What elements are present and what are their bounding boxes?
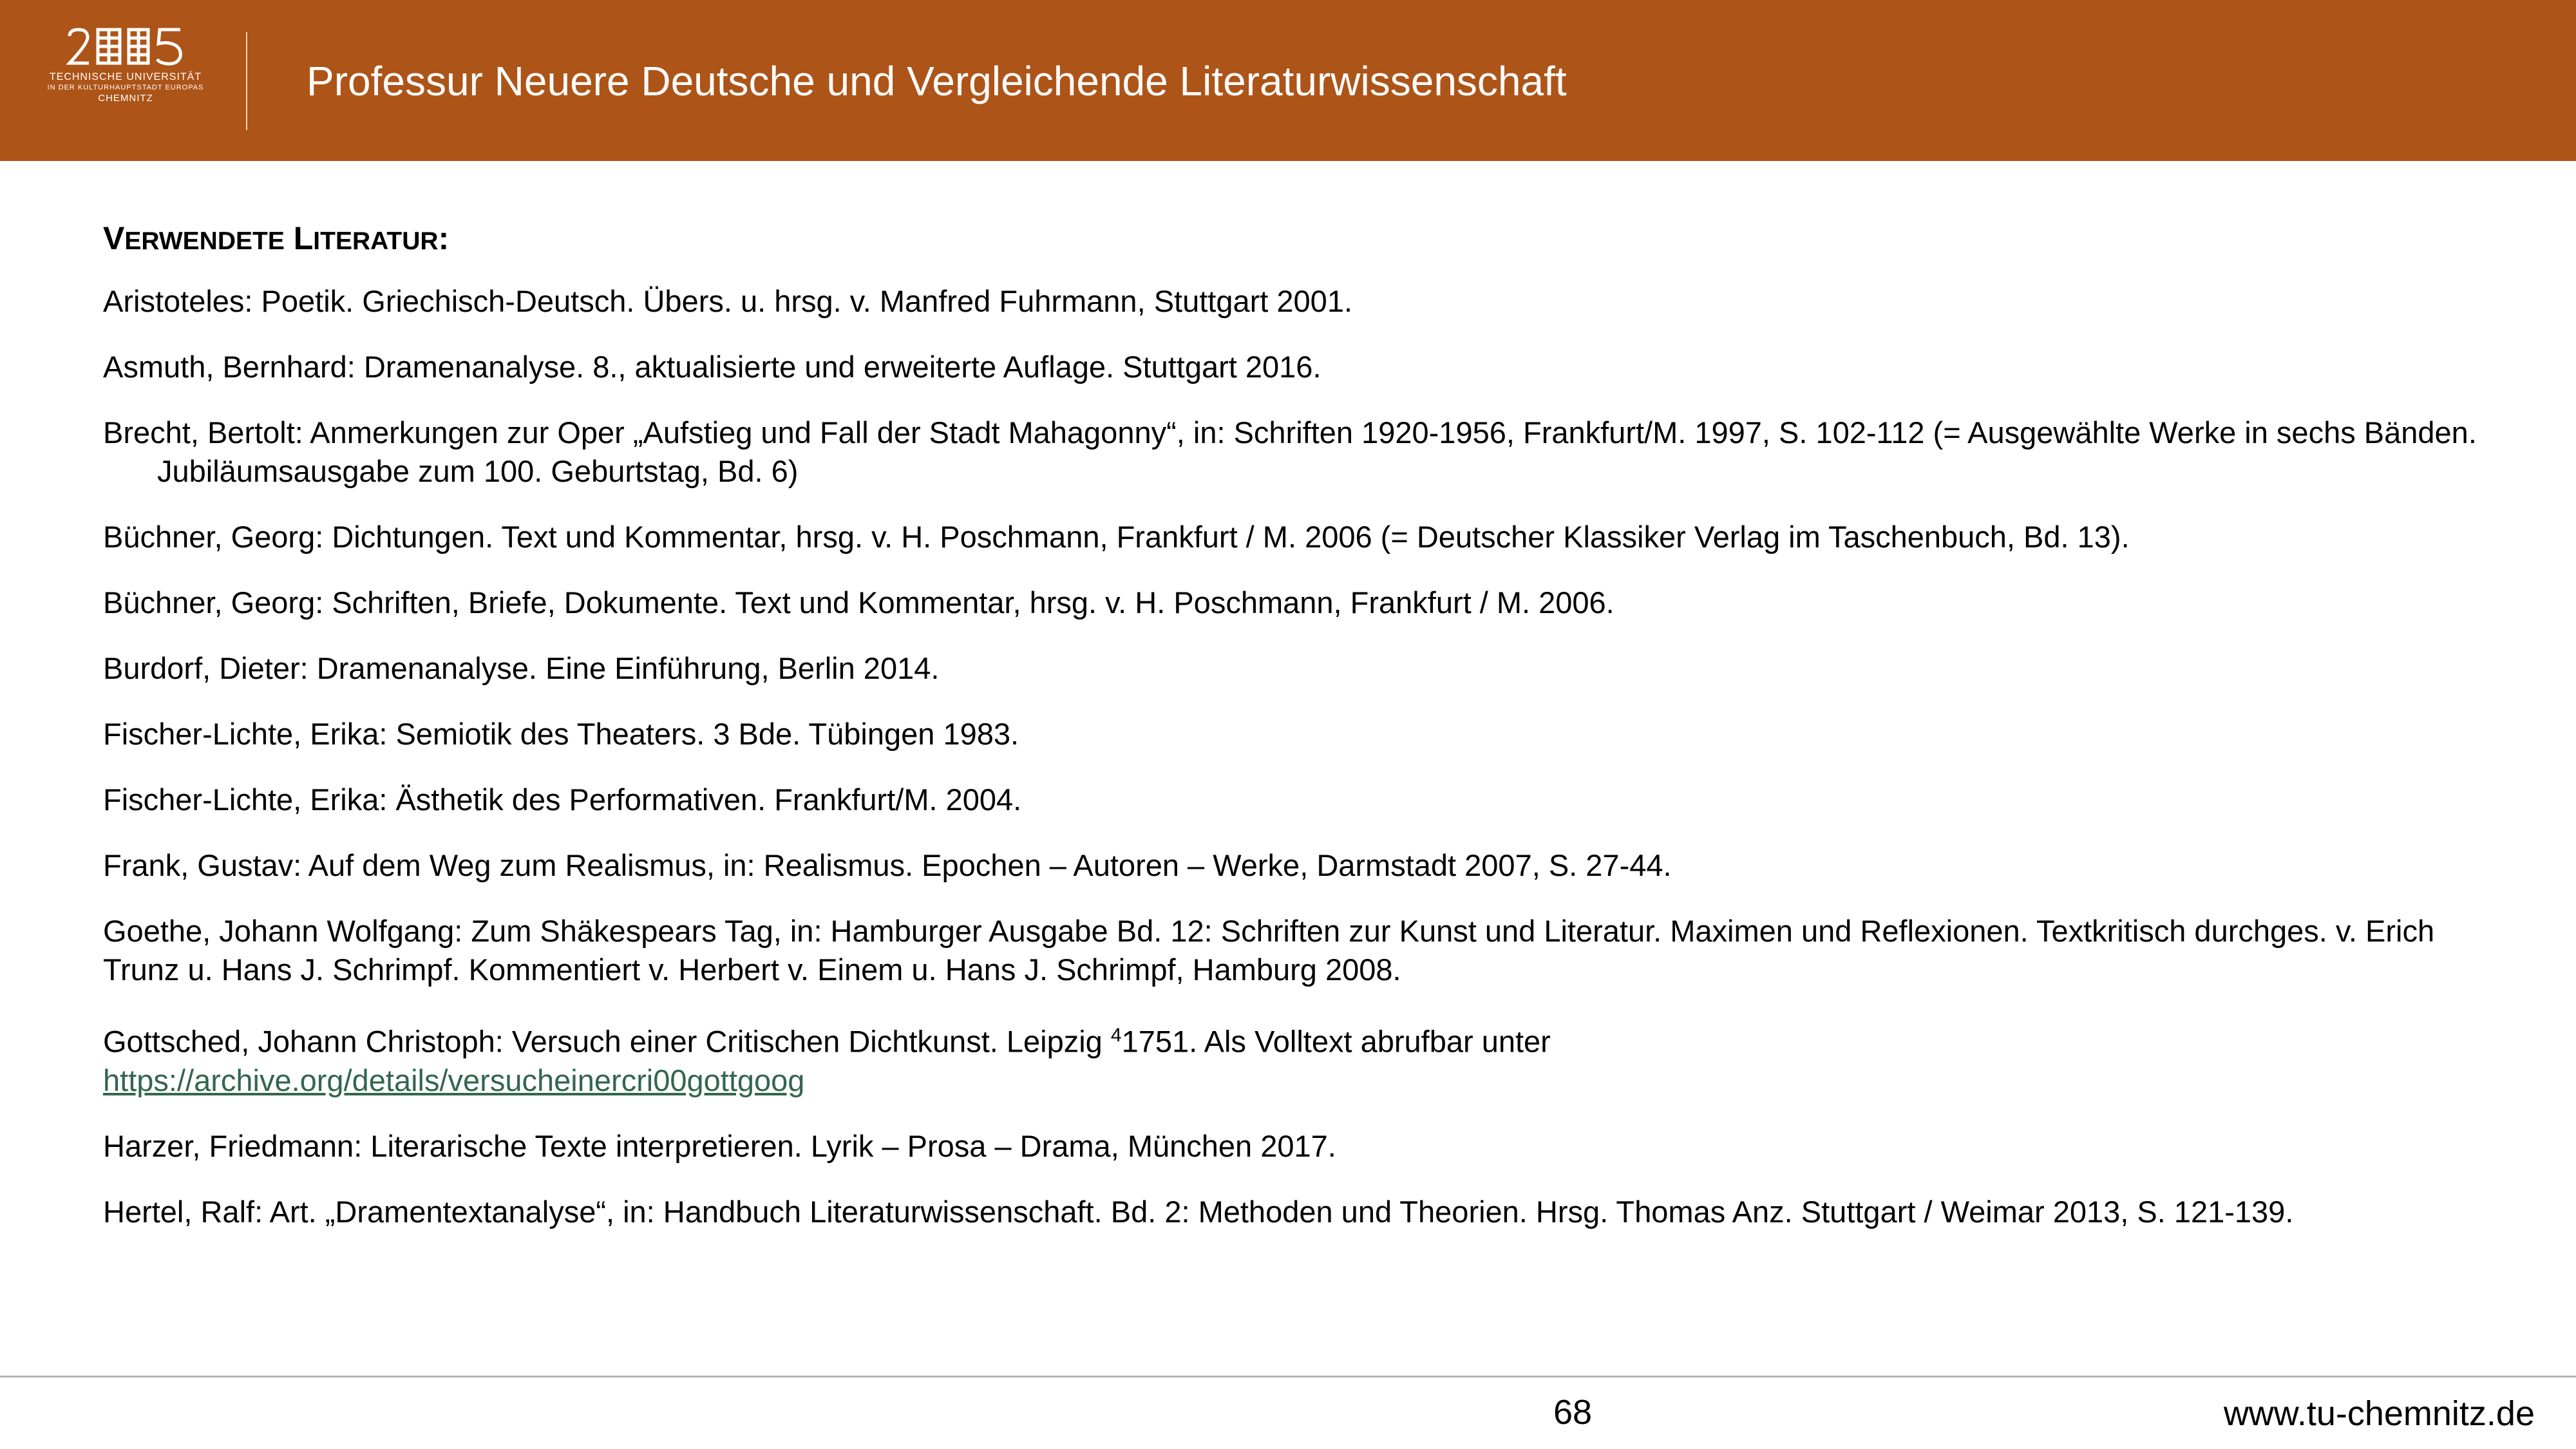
footer-divider — [0, 1376, 2576, 1378]
slide-content — [103, 219, 2499, 1258]
reference-entry: Goethe, Johann Wolfgang: Zum Shäkespears Tag, in: Hamburger Ausgabe Bd. 12: Schriften zur Kunst und Literatur. Maximen und Reflexionen. Textkritisch durchges. v. Erich Trunz u. Hans J. Schrimpf. Kommentiert v. Herbert v. Einem u. Hans J. Schrimpf, Hamburg 2008. — [103, 914, 2435, 987]
section-heading — [103, 219, 2499, 258]
reference-entry: Büchner, Georg: Schriften, Briefe, Dokumente. Text und Kommentar, hrsg. v. H. Poschmann, Frankfurt / M. 2006. — [103, 585, 1615, 620]
reference-entry: Frank, Gustav: Auf dem Weg zum Realismus, in: Realismus. Epochen – Autoren – Werke, Darmstadt 2007, S. 27-44. — [103, 848, 1672, 882]
logo-mark-icon — [64, 27, 187, 67]
reference-entry: Fischer-Lichte, Erika: Ästhetik des Performativen. Frankfurt/M. 2004. — [103, 782, 1022, 817]
page-number: 68 — [1553, 1393, 1593, 1432]
reference-entry: Hertel, Ralf: Art. „Dramentextanalyse“, in: Handbuch Literaturwissenschaft. Bd. 2: Methoden und Theorien. Hrsg. Thomas Anz. Stuttgart / Weimar 2013, S. 121-139. — [103, 1194, 2294, 1229]
header-bar — [0, 0, 2576, 161]
reference-entry-gottsched — [103, 1016, 2499, 1100]
gottsched-text-after: 1751. Als Volltext abrufbar unter — [1121, 1024, 1551, 1059]
reference-entry: Harzer, Friedmann: Literarische Texte interpretieren. Lyrik – Prosa – Drama, München 2017. — [103, 1128, 1336, 1163]
reference-entry: Büchner, Georg: Dichtungen. Text und Kommentar, hrsg. v. H. Poschmann, Frankfurt / M. 2006 (= Deutscher Klassiker Verlag im Taschenbuch, Bd. 13). — [103, 520, 2130, 554]
logo-line-university: TECHNISCHE UNIVERSITÄT — [49, 71, 202, 82]
reference-entry: Asmuth, Bernhard: Dramenanalyse. 8., aktualisierte und erweiterte Auflage. Stuttgart 2016. — [103, 350, 1321, 384]
gottsched-edition: 4 — [1110, 1025, 1122, 1046]
header-divider — [246, 32, 247, 130]
logo-line-city: CHEMNITZ — [98, 92, 153, 104]
reference-entry: Fischer-Lichte, Erika: Semiotik des Theaters. 3 Bde. Tübingen 1983. — [103, 717, 1019, 751]
reference-entry: Burdorf, Dieter: Dramenanalyse. Eine Einführung, Berlin 2014. — [103, 651, 940, 685]
reference-entry: Brecht, Bertolt: Anmerkungen zur Oper „Aufstieg und Fall der Stadt Mahagonny“, in: Schriften 1920-1956, Frankfurt/M. 1997, S. 102-112 (= Ausgewählte Werke in sechs Bänden. Jubiläumsausgabe zum 100. Geburtstag, Bd. 6) — [103, 415, 2477, 488]
heading-rest-literatur: ITERATUR — [313, 227, 439, 255]
footer-url: www.tu-chemnitz.de — [2223, 1394, 2535, 1433]
gottsched-text: Gottsched, Johann Christoph: Versuch einer Critischen Dichtkunst. Leipzig — [103, 1024, 1111, 1059]
heading-rest-verwendete: ERWENDETE — [124, 227, 285, 255]
archive-link[interactable]: https://archive.org/details/versucheinercri00gottgoog — [103, 1063, 805, 1097]
heading-initial-l: L — [293, 220, 314, 256]
university-logo — [39, 27, 213, 137]
reference-entry: Aristoteles: Poetik. Griechisch-Deutsch. Übers. u. hrsg. v. Manfred Fuhrmann, Stuttgart 2001. — [103, 284, 1353, 318]
heading-initial-v: V — [103, 220, 125, 256]
reference-list — [103, 282, 2499, 1231]
logo-line-capital: IN DER KULTURHAUPTSTADT EUROPAS — [47, 84, 204, 91]
header-title: Professur Neuere Deutsche und Vergleichende Literaturwissenschaft — [307, 58, 1567, 104]
heading-colon: : — [438, 220, 450, 256]
